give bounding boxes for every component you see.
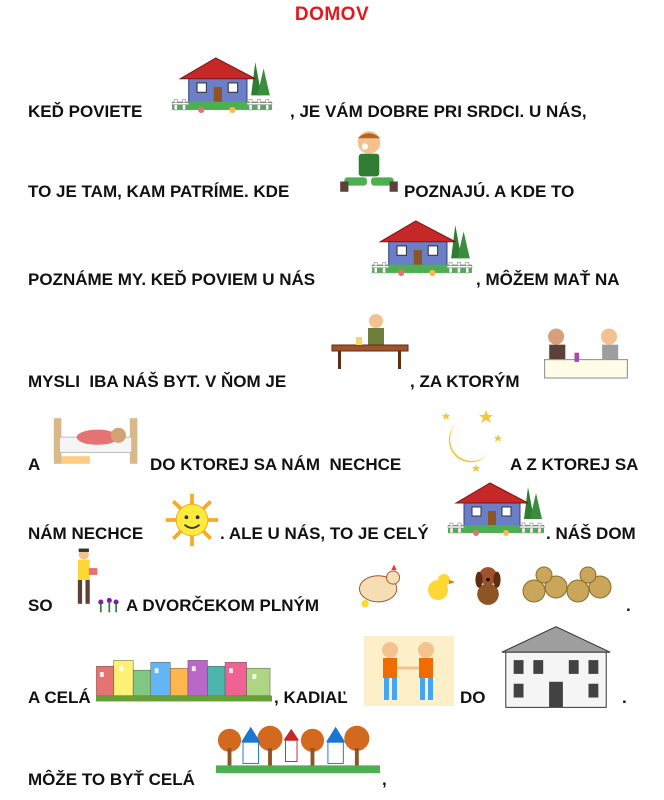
line-2-text-a: TO JE TAM, KAM PATRÍME. KDE <box>28 182 290 201</box>
village-picture <box>216 716 380 780</box>
hen-picture <box>352 562 408 610</box>
line-3-text-b: , MÔŽEM MAŤ NA <box>476 270 620 289</box>
town-picture <box>96 652 272 702</box>
diners-picture <box>540 320 632 390</box>
line-6-text-b: . ALE U NÁS, TO JE CELÝ <box>220 524 429 543</box>
chick-picture <box>410 568 466 608</box>
line-4-text-a: MYSLI IBA NÁŠ BYT. V ŇOM JE <box>28 372 287 391</box>
line-5-text-a: A <box>28 455 41 474</box>
line-6-text-c: . NÁŠ DOM <box>546 524 636 543</box>
line-8-text-b: , KADIAĽ <box>274 688 348 707</box>
line-4-text-b: , ZA KTORÝM <box>410 372 520 391</box>
house-picture <box>370 210 474 286</box>
line-3-text-a: POZNÁME MY. KEĎ POVIEM U NÁS <box>28 270 316 289</box>
sun-picture <box>164 492 220 548</box>
line-2-text-b: POZNAJÚ. A KDE TO <box>404 182 575 201</box>
line-7-text-b: A DVORČEKOM PLNÝM <box>126 596 319 615</box>
bed-picture <box>50 410 145 472</box>
line-8-text-c: DO <box>460 688 486 707</box>
line-1-text-b: , JE VÁM DOBRE PRI SRDCI. U NÁS, <box>290 102 587 121</box>
house-picture <box>446 478 546 540</box>
crying-boy-picture <box>338 128 400 200</box>
children-picture <box>364 636 454 706</box>
line-9-text-a: MÔŽE TO BYŤ CELÁ <box>28 770 195 789</box>
table-picture <box>330 296 410 386</box>
cats-picture <box>520 560 620 612</box>
line-5-text-c: A Z KTOREJ SA <box>510 455 639 474</box>
school-building-picture <box>492 622 620 712</box>
line-8-text-d: . <box>622 688 627 707</box>
line-7-text-c: . <box>626 596 631 615</box>
dog-picture <box>470 562 506 610</box>
gardener-picture <box>64 546 124 614</box>
line-5-text-b: DO KTOREJ SA NÁM NECHCE <box>150 455 402 474</box>
line-8-text-a: A CELÁ <box>28 688 91 707</box>
moon-stars-picture <box>436 404 506 474</box>
line-9-text-b: , <box>382 770 387 789</box>
line-6-text-a: NÁM NECHCE <box>28 524 144 543</box>
line-1-text-a: KEĎ POVIETE <box>28 102 143 121</box>
house-picture <box>170 52 274 118</box>
page-title: DOMOV <box>294 4 370 25</box>
line-7-text-a: SO <box>28 596 53 615</box>
